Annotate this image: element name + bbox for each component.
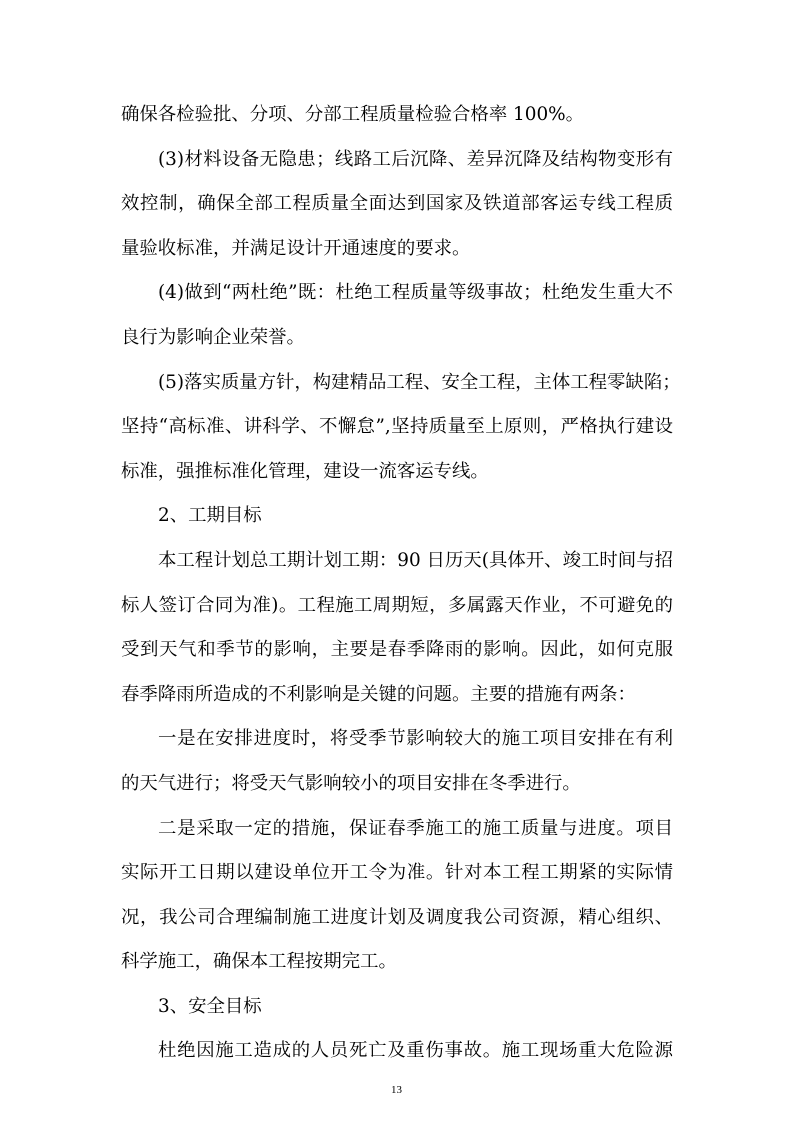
text-line: 一是在安排进度时，将受季节影响较大的施工项目安排在有利 — [158, 728, 673, 750]
text-line: (5)落实质量方针，构建精品工程、安全工程，主体工程零缺陷； — [158, 371, 681, 393]
text-line: 春季降雨所造成的不利影响是关键的问题。主要的措施有两条： — [121, 683, 636, 705]
text-line: 标准，强推标准化管理，建设一流客运专线。 — [121, 460, 489, 482]
text-line: 杜绝因施工造成的人员死亡及重伤事故。施工现场重大危险源 — [158, 1040, 673, 1062]
text-line: (3)材料设备无隐患；线路工后沉降、差异沉降及结构物变形有 — [158, 148, 673, 170]
text-line: 实际开工日期以建设单位开工令为准。针对本工程工期紧的实际情 — [121, 862, 673, 884]
text-line: 标人签订合同为准)。工程施工周期短，多属露天作业，不可避免的 — [121, 594, 673, 616]
section-heading-schedule: 2、工期目标 — [158, 505, 262, 527]
text-line: 况，我公司合理编制施工进度计划及调度我公司资源，精心组织、 — [121, 906, 673, 928]
text-line: (4)做到“两杜绝”既：杜绝工程质量等级事故；杜绝发生重大不 — [158, 282, 673, 304]
text-line: 受到天气和季节的影响，主要是春季降雨的影响。因此，如何克服 — [121, 639, 673, 661]
text-line: 良行为影响企业荣誉。 — [121, 326, 305, 348]
text-line: 科学施工，确保本工程按期完工。 — [121, 951, 397, 973]
text-line: 本工程计划总工期计划工期：90 日历天(具体开、竣工时间与招 — [158, 549, 673, 571]
section-heading-safety: 3、安全目标 — [158, 995, 262, 1017]
text-line: 确保各检验批、分项、分部工程质量检验合格率 100%。 — [121, 104, 585, 125]
text-line: 的天气进行；将受天气影响较小的项目安排在冬季进行。 — [121, 772, 581, 794]
text-line: 坚持“高标准、讲科学、不懈怠”,坚持质量至上原则，严格执行建设 — [121, 416, 673, 438]
page-body — [121, 93, 681, 1074]
text-line: 量验收标准，并满足设计开通速度的要求。 — [121, 237, 471, 259]
text-line: 二是采取一定的措施，保证春季施工的施工质量与进度。项目 — [158, 817, 673, 839]
page-number: 13 — [391, 1084, 402, 1096]
text-line: 效控制，确保全部工程质量全面达到国家及铁道部客运专线工程质 — [121, 193, 673, 215]
